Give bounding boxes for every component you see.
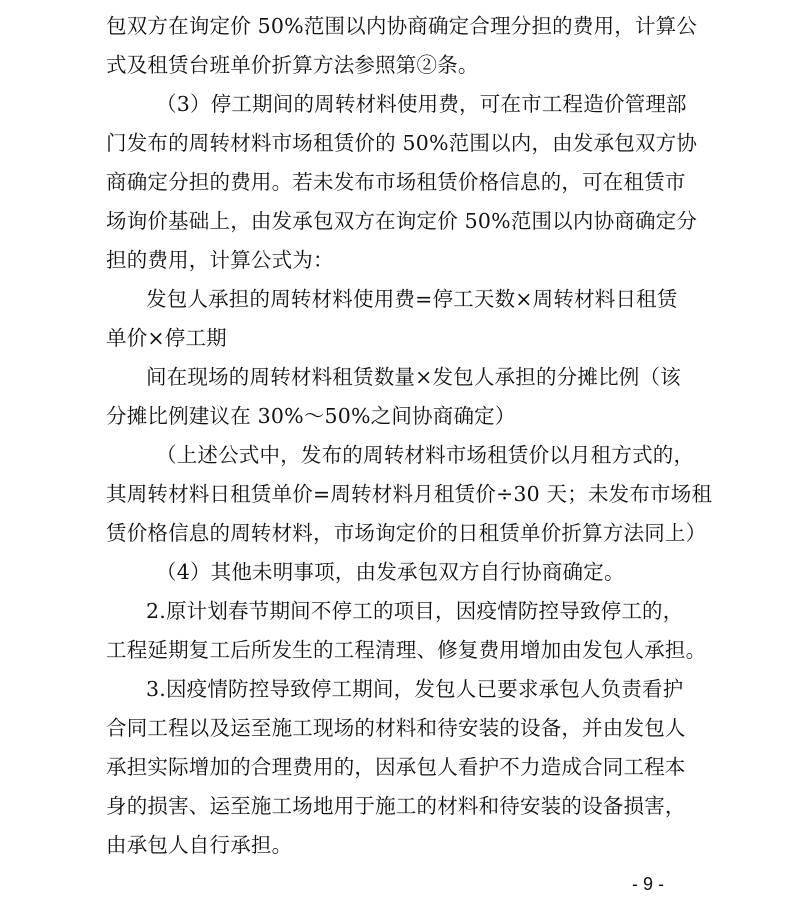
- text-line-6: 场询价基础上，由发承包双方在询定价 50%范围以内协商确定分: [106, 209, 698, 233]
- text-line-17: 工程延期复工后所发生的工程清理、修复费用增加由发包人承担。: [106, 638, 707, 662]
- text-line-14: 赁价格信息的周转材料，市场询定价的日租赁单价折算方法同上）: [106, 521, 707, 545]
- text-line-2: 式及租赁台班单价折算方法参照第②条。: [106, 53, 479, 77]
- text-line-21: 身的损害、运至施工场地用于施工的材料和待安装的设备损害，: [106, 794, 686, 818]
- text-line-10: 间在现场的周转材料租赁数量×发包人承担的分摊比例（该: [146, 365, 681, 389]
- text-line-12: （上述公式中，发布的周转材料市场租赁价以月租方式的，: [156, 443, 695, 467]
- text-line-9: 单价×停工期: [106, 326, 227, 350]
- text-line-15: （4）其他未明事项，由发承包双方自行协商确定。: [156, 560, 625, 584]
- page-number: - 9 -: [632, 874, 665, 894]
- text-line-4: 门发布的周转材料市场租赁价的 50%范围以内，由发承包双方协: [106, 131, 698, 155]
- text-line-16: 2.原计划春节期间不停工的项目，因疫情防控导致停工的，: [146, 599, 684, 623]
- text-line-1: 包双方在询定价 50%范围以内协商确定合理分担的费用，计算公: [106, 14, 698, 38]
- text-line-7: 担的费用，计算公式为：: [106, 248, 334, 272]
- text-line-20: 承担实际增加的合理费用的，因承包人看护不力造成合同工程本: [106, 755, 686, 779]
- text-line-8: 发包人承担的周转材料使用费=停工天数×周转材料日租赁: [146, 287, 678, 311]
- text-line-13: 其周转材料日租赁单价=周转材料月租赁价÷30 天；未发布市场租: [106, 482, 713, 506]
- text-line-3: （3）停工期间的周转材料使用费，可在市工程造价管理部: [156, 92, 687, 116]
- text-line-18: 3.因疫情防控导致停工期间，发包人已要求承包人负责看护: [146, 677, 684, 701]
- text-line-11: 分摊比例建议在 30%～50%之间协商确定）: [106, 404, 516, 428]
- text-line-5: 商确定分担的费用。若未发布市场租赁价格信息的，可在租赁市: [106, 170, 686, 194]
- text-line-22: 由承包人自行承担。: [106, 833, 293, 857]
- text-line-19: 合同工程以及运至施工现场的材料和待安装的设备，并由发包人: [106, 716, 686, 740]
